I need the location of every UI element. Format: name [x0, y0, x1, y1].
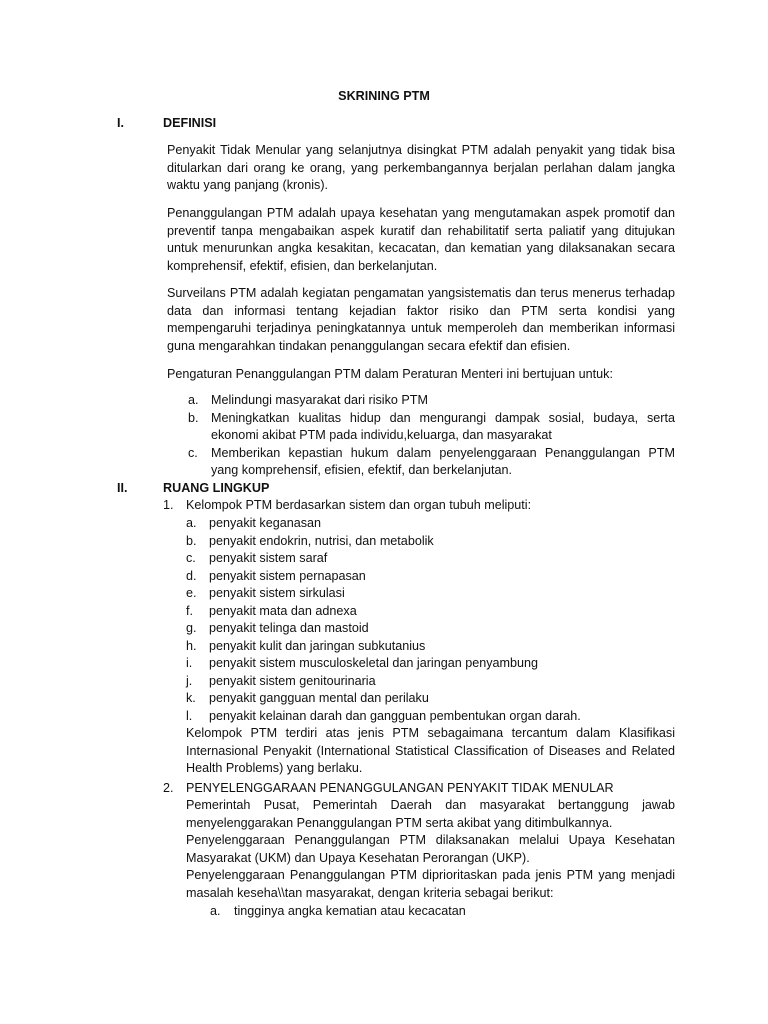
section-number: I. [117, 116, 124, 130]
definition-paragraph-ptm: Penyakit Tidak Menular yang selanjutnya disingkat PTM adalah penyakit yang tidak bisa ditularkan dari orang ke orang, yang perkembangannya berjalan perlahan dalam jangka waktu yang panjang (kronis). [167, 143, 675, 192]
list-item: c. penyakit sistem saraf [186, 551, 328, 565]
list-item: g. penyakit telinga dan mastoid [186, 621, 369, 635]
kriteria-list [210, 903, 675, 921]
list-item: h. penyakit kulit dan jaringan subkutanius [186, 638, 426, 653]
definition-paragraph-surveilans: Surveilans PTM adalah kegiatan pengamatan yangsistematis dan terus menerus terhadap data dan informasi tentang kejadian faktor risiko dan PTM serta kondisi yang mempengaruhi terjadinya peningkatannya untuk memperoleh dan memberikan informasi guna mengarahkan tindakan penanggulangan secara efektif dan efisien. [167, 286, 675, 353]
list-item: e. penyakit sistem sirkulasi [186, 586, 345, 600]
list-item: a. Melindungi masyarakat dari risiko PTM [188, 393, 428, 407]
list-item: a. penyakit keganasan [186, 516, 322, 530]
section-title: DEFINISI [163, 116, 217, 130]
definition-paragraph-penanggulangan: Penanggulangan PTM adalah upaya kesehatan yang mengutamakan aspek promotif dan preventif tanpa mengabaikan aspek kuratif dan rehabilitatif serta paliatif yang ditujukan untuk menurunkan angka kesakitan, kecacatan, dan kematian yang dilaksanakan secara komprehensif, efektif, efisien, dan berkelanjutan. [167, 206, 675, 273]
list-item: c. Memberikan kepastian hukum dalam penyelenggaraan Penanggulangan PTM yang komprehensif, efisien, efektif, dan berkelanjutan. [188, 445, 675, 477]
list-item: b. Meningkatkan kualitas hidup dan mengurangi dampak sosial, budaya, serta ekonomi akibat PTM pada individu,keluarga, dan masyarakat [188, 410, 675, 442]
section-number: II. [117, 481, 128, 495]
penyelenggaraan-paragraph: Penyelenggaraan Penanggulangan PTM diprioritaskan pada jenis PTM yang menjadi masalah keseha\\tan masyarakat, dengan kriteria sebagai berikut: [186, 868, 675, 900]
list-item: f. penyakit mata dan adnexa [186, 603, 357, 618]
kelompok-ptm-note: Kelompok PTM terdiri atas jenis PTM sebagaimana tercantum dalam Klasifikasi Internasional Penyakit (International Statistical Classification of Diseases and Related Health Problems) yang berlaku. [186, 726, 675, 775]
list-item: k. penyakit gangguan mental dan perilaku [186, 691, 429, 705]
page-title: SKRINING PTM [338, 89, 430, 103]
list-item-kelompok: 1. Kelompok PTM berdasarkan sistem dan organ tubuh meliputi: [163, 498, 532, 512]
list-item: b. penyakit endokrin, nutrisi, dan metabolik [186, 533, 434, 548]
list-item: i. penyakit sistem musculoskeletal dan jaringan penyambung [186, 656, 539, 670]
list-item: j. penyakit sistem genitourinaria [186, 673, 376, 688]
section-heading-ruang-lingkup [117, 480, 269, 498]
list-item: d. penyakit sistem pernapasan [186, 568, 366, 583]
tujuan-list [188, 392, 675, 480]
list-item: a. tingginya angka kematian atau kecacatan [210, 904, 466, 918]
penyelenggaraan-paragraph: Penyelenggaraan Penanggulangan PTM dilaksanakan melalui Upaya Kesehatan Masyarakat (UKM) dan Upaya Kesehatan Perorangan (UKP). [186, 833, 675, 865]
list-item: l. penyakit kelainan darah dan gangguan pembentukan organ darah. [186, 708, 581, 723]
list-item-penyelenggaraan: 2. PENYELENGGARAAN PENANGGULANGAN PENYAKIT TIDAK MENULAR [163, 781, 614, 795]
kelompok-ptm-list [186, 515, 675, 725]
definition-paragraph-pengaturan: Pengaturan Penanggulangan PTM dalam Peraturan Menteri ini bertujuan untuk: [167, 367, 613, 381]
penyelenggaraan-paragraph: Pemerintah Pusat, Pemerintah Daerah dan masyarakat bertanggung jawab menyelenggarakan Penanggulangan PTM serta akibat yang ditimbulkannya. [186, 798, 675, 830]
section-title: RUANG LINGKUP [163, 481, 270, 495]
section-heading-definisi [117, 115, 216, 133]
